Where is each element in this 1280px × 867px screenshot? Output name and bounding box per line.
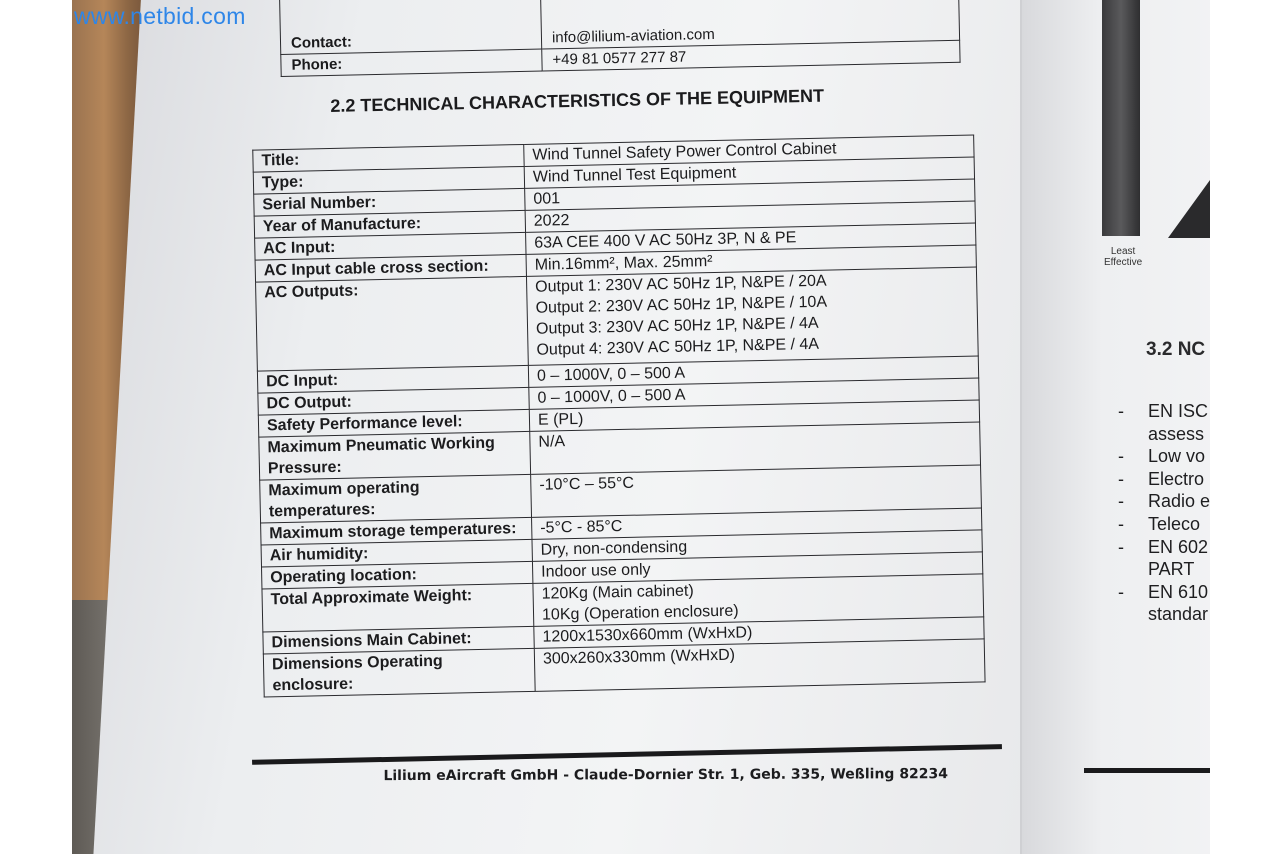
spec-value-line: Dry, non-condensing <box>540 538 688 559</box>
spec-label: Type: <box>253 166 524 194</box>
list-line: Electro <box>1148 468 1205 489</box>
spec-label: Dimensions Operating enclosure: <box>263 648 535 697</box>
list-dash: - <box>1118 513 1124 534</box>
section-heading: 2.2 TECHNICAL CHARACTERISTICS OF THE EQUIPMENT <box>330 85 825 116</box>
spec-value-line: Output 3: 230V AC 50Hz 1P, N&PE / 4A <box>535 314 819 338</box>
list-text <box>1148 468 1204 491</box>
list-line: Radio e <box>1148 491 1211 512</box>
spec-label: Serial Number: <box>254 188 525 216</box>
spec-value-line: 120Kg (Main cabinet) <box>541 582 694 603</box>
list-line: assess <box>1148 423 1205 444</box>
contact-label: Phone: <box>281 49 542 76</box>
right-page-heading: 3.2 NC <box>1146 339 1206 360</box>
list-text <box>1148 581 1208 626</box>
spec-value-line: Output 4: 230V AC 50Hz 1P, N&PE / 4A <box>536 335 820 359</box>
list-dash: - <box>1118 491 1124 512</box>
spec-label: AC Outputs: <box>256 276 529 371</box>
spec-value <box>526 267 978 365</box>
spec-value <box>534 639 985 691</box>
list-text <box>1148 513 1200 536</box>
list-dash: - <box>1118 468 1124 489</box>
contact-value: info@lilium-aviation.com <box>541 0 960 49</box>
list-dash: - <box>1118 446 1124 467</box>
list-text <box>1148 400 1208 445</box>
list-dash: - <box>1118 581 1124 602</box>
spec-label: DC Input: <box>257 365 528 393</box>
spec-row <box>256 267 979 371</box>
list-line: EN 602 <box>1148 536 1209 557</box>
right-list-item <box>1118 445 1210 468</box>
list-line: Low vo <box>1148 446 1206 467</box>
chart-bar <box>1102 0 1140 236</box>
list-dash: - <box>1118 536 1124 557</box>
spec-value-line: 2022 <box>533 212 570 230</box>
list-text <box>1148 536 1208 581</box>
spec-label: Dimensions Main Cabinet: <box>263 626 534 654</box>
spec-label: Safety Performance level: <box>258 409 529 437</box>
list-line: Teleco <box>1148 513 1201 534</box>
spec-label: Air humidity: <box>261 539 532 567</box>
spec-label: Maximum Pneumatic Working Pressure: <box>259 431 531 480</box>
chart-axis-label: Least Effective <box>1104 246 1143 268</box>
spec-value-line: 0 – 1000V, 0 – 500 A <box>536 364 686 385</box>
spec-label: Total Approximate Weight: <box>262 583 534 632</box>
right-footer-rule <box>1084 768 1210 773</box>
right-list-item <box>1118 536 1210 581</box>
list-text <box>1148 445 1205 468</box>
list-line: EN 610 <box>1148 581 1209 602</box>
watermark-link[interactable]: www.netbid.com <box>74 3 246 29</box>
spec-label: DC Output: <box>258 387 529 415</box>
contact-label: Contact: <box>280 0 542 55</box>
spec-value-line: 63A CEE 400 V AC 50Hz 3P, N & PE <box>534 229 797 252</box>
spec-value-line: 10Kg (Operation enclosure) <box>541 602 739 624</box>
spec-value-line: N/A <box>538 433 566 451</box>
list-dash: - <box>1118 401 1124 421</box>
contact-table <box>279 0 960 77</box>
spec-label: Operating location: <box>262 561 533 589</box>
list-text <box>1148 490 1210 513</box>
spec-label: Maximum operating temperatures: <box>260 474 532 523</box>
spec-value-line: Output 1: 230V AC 50Hz 1P, N&PE / 20A <box>535 272 827 296</box>
list-line: PART <box>1148 559 1195 580</box>
spec-label: Maximum storage temperatures: <box>261 517 532 545</box>
technical-specs-table <box>252 135 985 698</box>
list-line: standar <box>1148 604 1209 625</box>
spec-value-line: -10°C – 55°C <box>539 474 635 494</box>
spec-value-line: Wind Tunnel Safety Power Control Cabinet <box>532 140 837 164</box>
right-list-item <box>1118 468 1210 491</box>
chart-triangle <box>1168 180 1210 238</box>
spec-label: AC Input cable cross section: <box>255 254 526 282</box>
spec-value-line: 1200x1530x660mm (WxHxD) <box>542 624 753 646</box>
footer-address: Lilium eAircraft GmbH - Claude-Dornier Str. 1, Geb. 335, Weßling 82234 <box>383 766 949 785</box>
spec-label: Year of Manufacture: <box>254 210 525 238</box>
spec-value-line: 001 <box>533 190 561 208</box>
spec-value-line: Wind Tunnel Test Equipment <box>532 164 737 186</box>
spec-value-line: Indoor use only <box>540 561 651 581</box>
list-line: EN ISC <box>1148 401 1209 421</box>
right-list-item <box>1118 581 1210 626</box>
right-list-item <box>1118 490 1210 513</box>
spec-value-line: E (PL) <box>537 410 584 429</box>
contact-value: +49 81 0577 277 87 <box>542 40 960 71</box>
spec-value-line: 300x260x330mm (WxHxD) <box>542 646 736 668</box>
spec-value-line: -5°C - 85°C <box>540 517 623 537</box>
spec-value-line: 0 – 1000V, 0 – 500 A <box>537 386 686 407</box>
spec-value-line: Output 2: 230V AC 50Hz 1P, N&PE / 10A <box>535 293 828 317</box>
footer-rule <box>252 744 1002 765</box>
right-list-item <box>1118 513 1210 536</box>
spec-value-line: Min.16mm², Max. 25mm² <box>534 253 713 274</box>
right-page-list <box>1118 400 1210 626</box>
spec-label: AC Input: <box>255 232 526 260</box>
spec-label: Title: <box>253 144 524 172</box>
right-list-item <box>1118 400 1210 445</box>
